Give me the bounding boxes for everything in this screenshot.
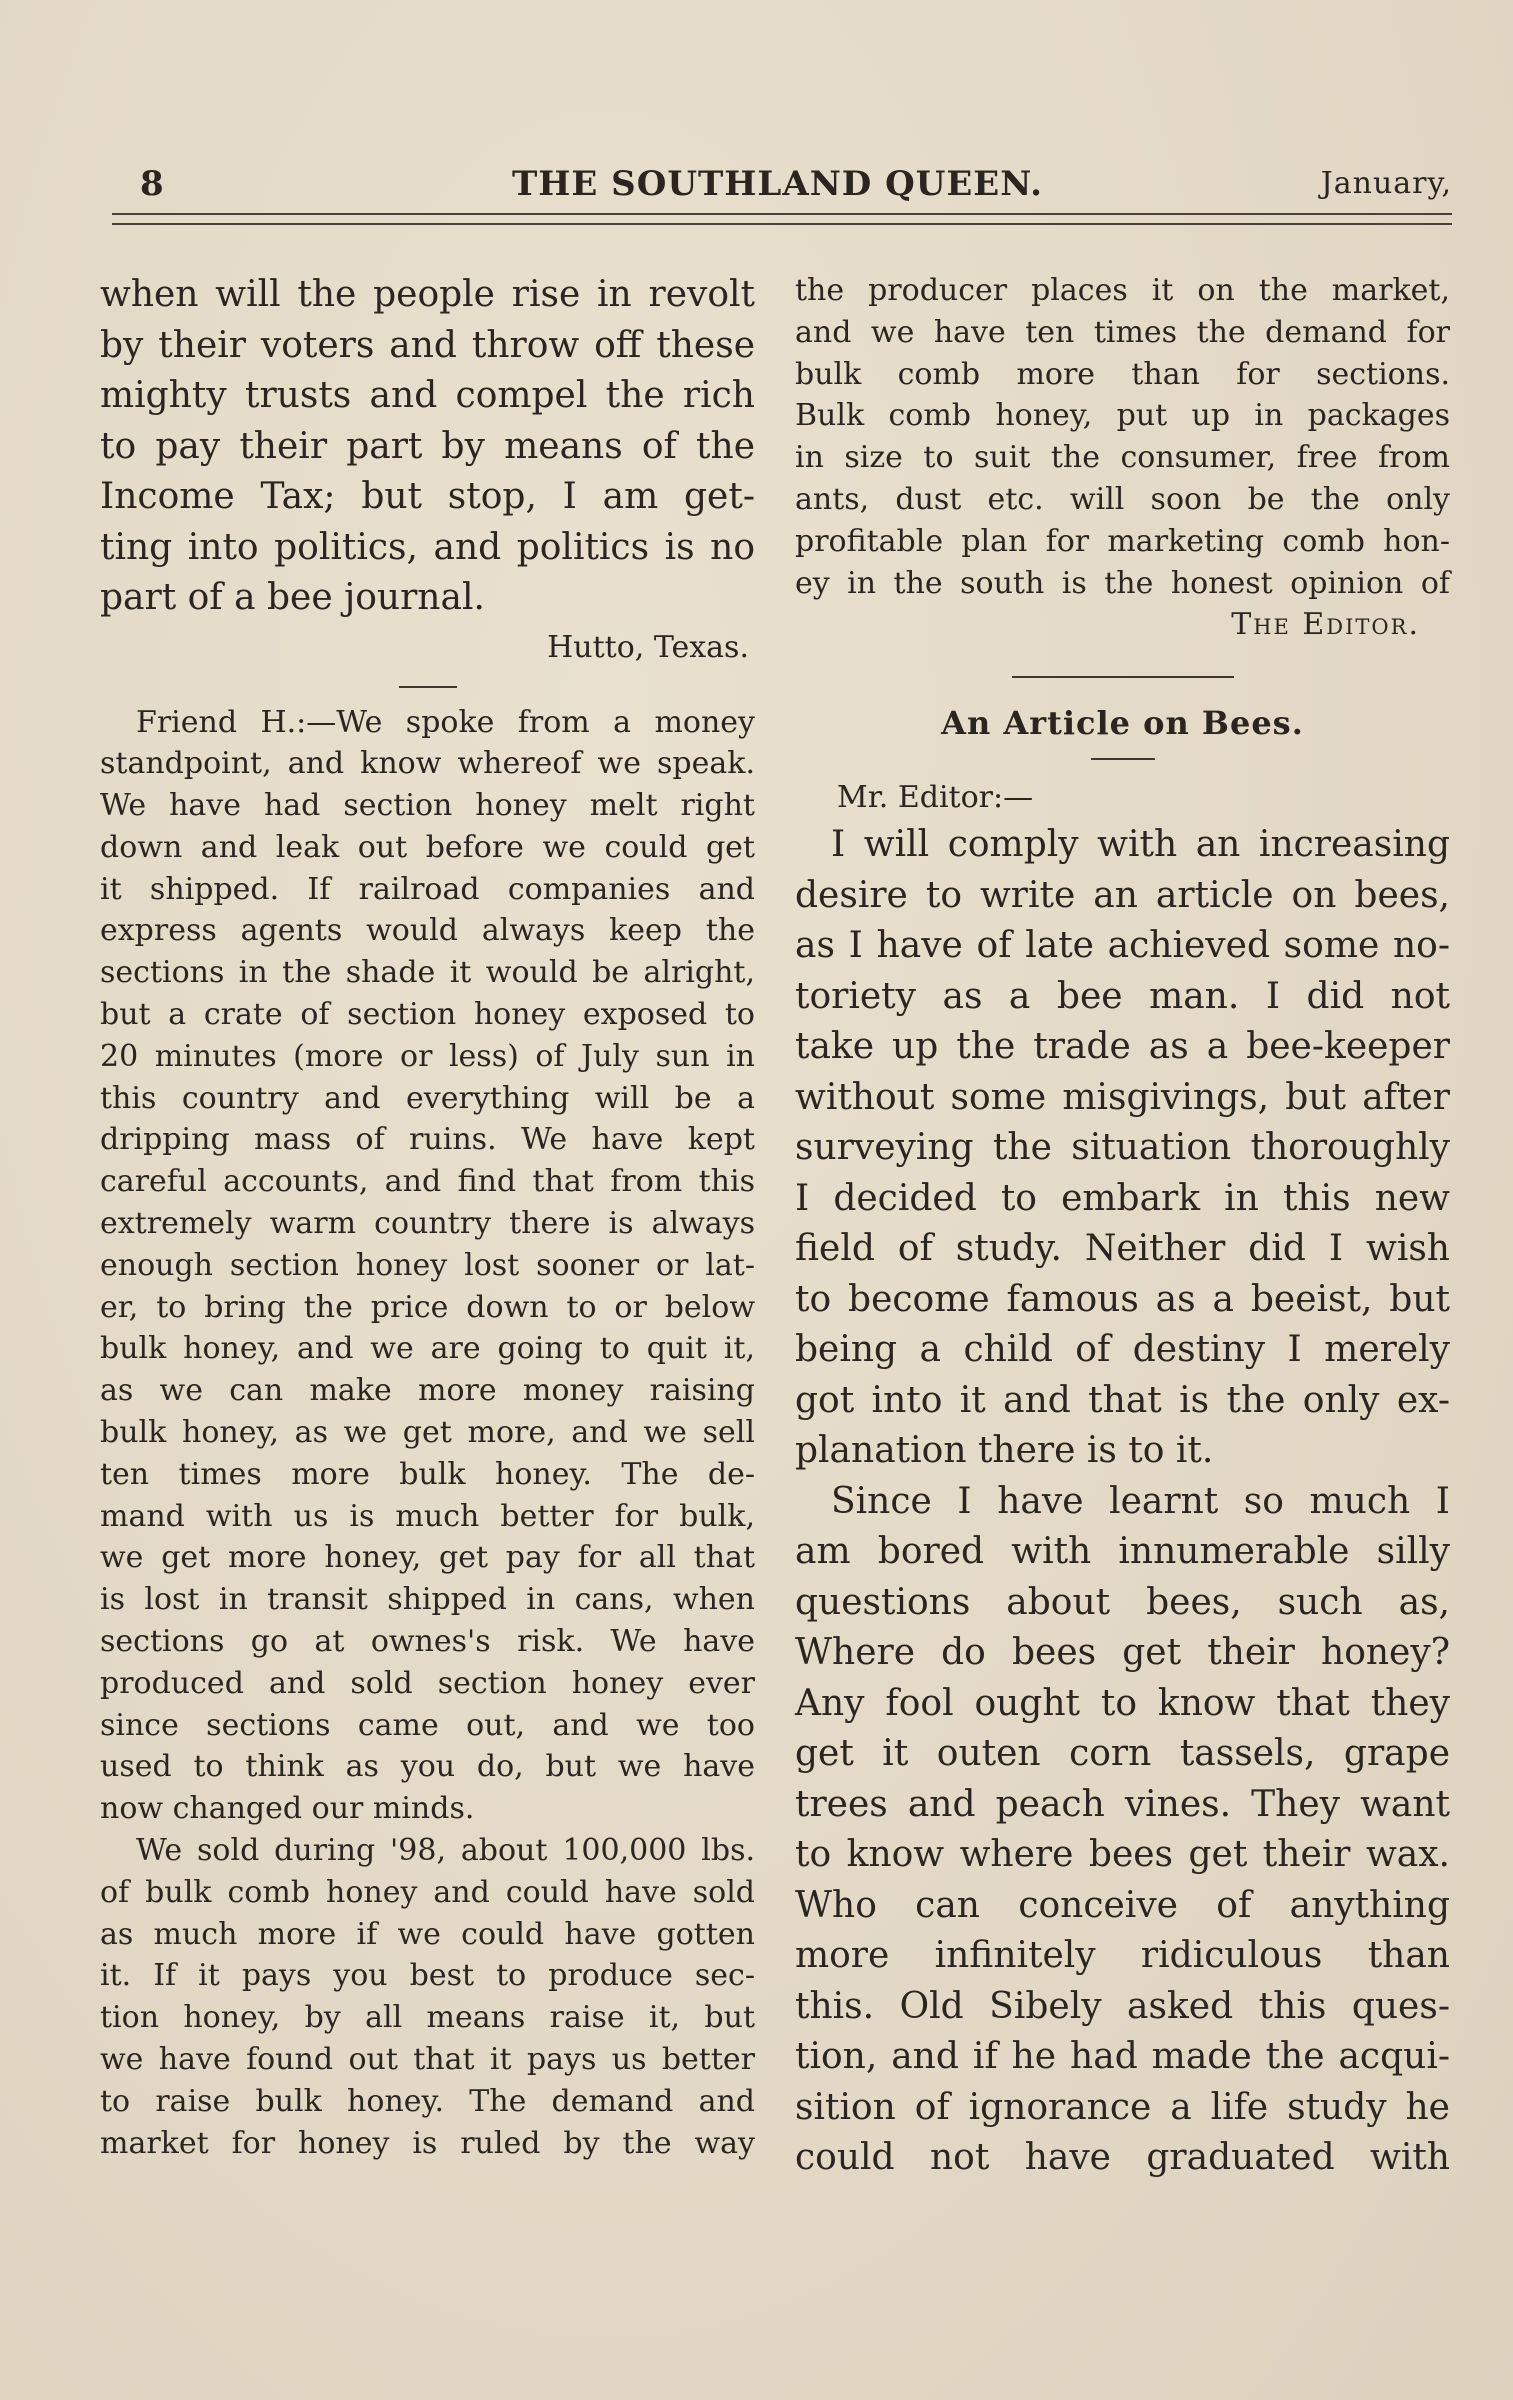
text-line: Bulk comb honey, put up in packages xyxy=(795,398,1450,434)
text-line: ten times more bulk honey. The de- xyxy=(100,1456,755,1492)
text-line: mighty trusts and compel the rich xyxy=(100,375,755,416)
text-line: ants, dust etc. will soon be the only xyxy=(795,481,1450,517)
text-line: surveying the situation thoroughly xyxy=(795,1127,1450,1169)
text-line: sections in the shade it would be alright, xyxy=(100,955,755,991)
text-line: extremely warm country there is always xyxy=(100,1206,755,1242)
text-line: Who can conceive of anything xyxy=(795,1884,1450,1926)
text-line: mand with us is much better for bulk, xyxy=(100,1498,755,1534)
right-column xyxy=(795,270,1450,2184)
text-line: ting into politics, and politics is no xyxy=(100,526,755,568)
text-line: when will the people rise in revolt xyxy=(100,274,755,315)
letter-signoff: Hutto, Texas. xyxy=(547,629,749,665)
salutation: Mr. Editor:— xyxy=(837,780,1034,816)
text-line: this country and everything will be a xyxy=(100,1080,755,1116)
article-paragraph-2 xyxy=(795,1477,1450,2184)
article-title: An Article on Bees. xyxy=(941,704,1304,743)
text-line: the producer places it on the market, xyxy=(795,273,1450,308)
section-divider xyxy=(399,686,457,688)
text-line: this. Old Sibely asked this ques- xyxy=(795,1985,1450,2027)
text-line: as much more if we could have gotten xyxy=(100,1916,755,1952)
text-line: ey in the south is the honest opinion of xyxy=(795,565,1450,601)
text-line: produced and sold section honey ever xyxy=(100,1665,755,1701)
title-divider xyxy=(1091,758,1155,760)
text-line: down and leak out before we could get xyxy=(100,829,755,865)
text-line: Since I have learnt so much I xyxy=(831,1480,1450,1522)
text-line: er, to bring the price down to or below xyxy=(100,1289,755,1325)
page-header xyxy=(112,158,1452,218)
text-line: We sold during '98, about 100,000 lbs. xyxy=(136,1833,755,1869)
text-line: Friend H.:—We spoke from a money xyxy=(136,704,755,740)
journal-title: THE SOUTHLAND QUEEN. xyxy=(512,164,1043,204)
text-line: as I have of late achieved some no- xyxy=(795,925,1450,967)
text-line: now changed our minds. xyxy=(100,1791,475,1827)
text-line: it. If it pays you best to produce sec- xyxy=(100,1958,755,1994)
text-line: desire to write an article on bees, xyxy=(795,874,1450,916)
text-line: bulk honey, as we get more, and we sell xyxy=(100,1415,755,1451)
text-line: 20 minutes (more or less) of July sun in xyxy=(100,1038,755,1074)
text-line: more infinitely ridiculous than xyxy=(795,1935,1450,1977)
reply-paragraph-1 xyxy=(100,702,755,1831)
article-divider xyxy=(1012,676,1234,678)
left-column xyxy=(100,270,755,2164)
text-line: trees and peach vines. They want xyxy=(795,1783,1450,1825)
text-line: sections go at ownes's risk. We have xyxy=(100,1624,755,1660)
text-line: since sections came out, and we too xyxy=(100,1707,755,1743)
text-line: and we have ten times the demand for xyxy=(795,314,1450,350)
text-line: I decided to embark in this new xyxy=(795,1177,1450,1219)
text-line: to raise bulk honey. The demand and xyxy=(100,2083,755,2119)
text-line: used to think as you do, but we have xyxy=(100,1749,755,1785)
letter-end xyxy=(100,270,755,624)
text-line: enough section honey lost sooner or lat- xyxy=(100,1247,755,1283)
text-line: Where do bees get their honey? xyxy=(795,1632,1450,1674)
text-line: it shipped. If railroad companies and xyxy=(100,871,755,907)
text-line: dripping mass of ruins. We have kept xyxy=(100,1122,755,1158)
text-line: but a crate of section honey exposed to xyxy=(100,997,755,1033)
text-line: bulk comb more than for sections. xyxy=(795,356,1450,392)
article-paragraph-1 xyxy=(795,820,1450,1477)
text-line: we have found out that it pays us better xyxy=(100,2042,755,2077)
text-line: to know where bees get their wax. xyxy=(795,1834,1450,1876)
text-line: tion honey, by all means raise it, but xyxy=(100,2000,755,2036)
text-line: Any fool ought to know that they xyxy=(795,1682,1450,1724)
text-line: market for honey is ruled by the way xyxy=(100,2125,755,2161)
header-rule xyxy=(112,213,1452,225)
text-line: by their voters and throw off these xyxy=(100,324,755,366)
text-line: express agents would always keep the xyxy=(100,913,755,949)
text-line: in size to suit the consumer, free from xyxy=(795,440,1450,476)
text-line: profitable plan for marketing comb hon- xyxy=(795,523,1450,559)
text-line: to become famous as a beeist, but xyxy=(795,1278,1450,1320)
text-line: planation there is to it. xyxy=(795,1430,1214,1472)
text-line: sition of ignorance a life study he xyxy=(795,2086,1450,2128)
text-line: toriety as a bee man. I did not xyxy=(795,975,1450,1017)
page-number: 8 xyxy=(140,164,164,204)
text-line: of bulk comb honey and could have sold xyxy=(100,1874,755,1910)
text-line: get it outen corn tassels, grape xyxy=(795,1733,1450,1775)
text-line: being a child of destiny I merely xyxy=(795,1329,1450,1371)
text-line: bulk honey, and we are going to quit it, xyxy=(100,1331,755,1367)
text-line: part of a bee journal. xyxy=(100,577,485,618)
text-line: careful accounts, and find that from this xyxy=(100,1164,755,1200)
reply-continued xyxy=(795,270,1450,604)
text-line: we get more honey, get pay for all that xyxy=(100,1540,755,1576)
text-line: I will comply with an increasing xyxy=(831,824,1450,866)
text-line: without some misgivings, but after xyxy=(795,1076,1450,1118)
text-line: questions about bees, such as, xyxy=(795,1581,1450,1623)
text-line: is lost in transit shipped in cans, when xyxy=(100,1582,755,1618)
text-line: standpoint, and know whereof we speak. xyxy=(100,746,755,782)
text-line: Income Tax; but stop, I am get- xyxy=(100,476,755,517)
reply-paragraph-2 xyxy=(100,1830,755,2164)
text-line: to pay their part by means of the xyxy=(100,425,755,467)
text-line: take up the trade as a bee-keeper xyxy=(795,1026,1450,1068)
text-line: field of study. Neither did I wish xyxy=(795,1228,1450,1270)
text-line: could not have graduated with xyxy=(795,2137,1450,2179)
text-line: We have had section honey melt right xyxy=(100,788,755,824)
text-line: as we can make more money raising xyxy=(100,1373,755,1409)
text-line: got into it and that is the only ex- xyxy=(795,1379,1450,1421)
editor-signoff: The Editor. xyxy=(1231,607,1420,643)
text-line: tion, and if he had made the acqui- xyxy=(795,2036,1450,2078)
issue-month: January, xyxy=(1320,166,1452,201)
text-line: am bored with innumerable silly xyxy=(795,1531,1450,1573)
